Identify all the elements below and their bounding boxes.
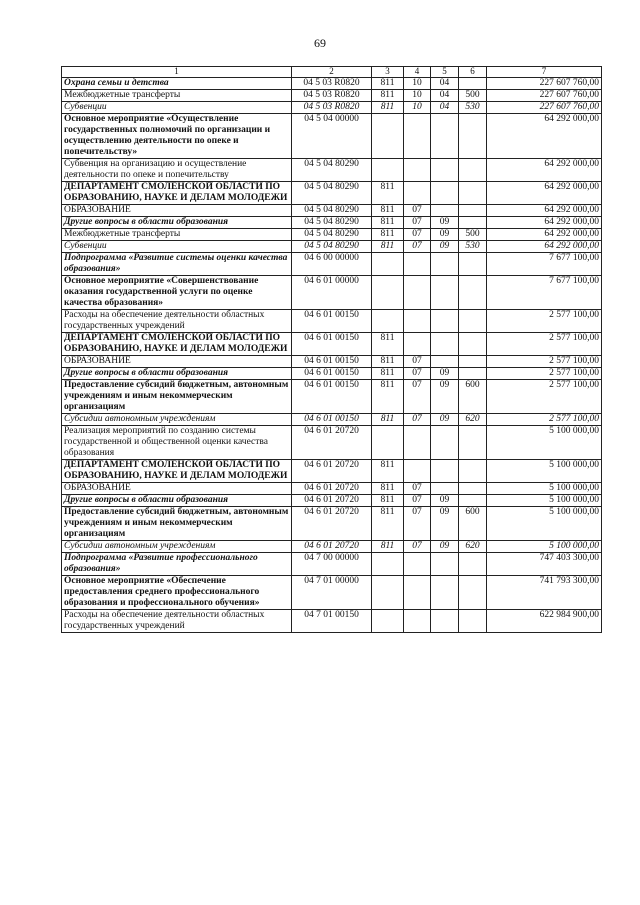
- row-section-cell: 07: [404, 217, 431, 229]
- row-admin-cell: 811: [372, 495, 404, 507]
- row-section-cell: [404, 159, 431, 182]
- row-name-cell: Охрана семьи и детства: [62, 78, 292, 90]
- row-amount-cell: 227 607 760,00: [487, 102, 602, 114]
- row-expense-type-cell: [459, 78, 487, 90]
- row-amount-cell: 7 677 100,00: [487, 253, 602, 276]
- row-code-cell: 04 6 01 00150: [292, 414, 372, 426]
- row-subsection-cell: 04: [431, 90, 459, 102]
- table-row: [62, 114, 602, 159]
- row-name-cell: Основное мероприятие «Осуществление государственных полномочий по организации и осуществлению деятельности по опеке и попечительству»: [62, 114, 292, 159]
- row-code-cell: 04 7 01 00000: [292, 576, 372, 610]
- row-admin-cell: 811: [372, 483, 404, 495]
- row-expense-type-cell: [459, 426, 487, 460]
- table-row: [62, 553, 602, 576]
- row-code-cell: 04 6 01 00150: [292, 310, 372, 333]
- table-row: [62, 78, 602, 90]
- row-section-cell: 07: [404, 507, 431, 541]
- row-expense-type-cell: [459, 114, 487, 159]
- row-code-cell: 04 7 00 00000: [292, 553, 372, 576]
- row-amount-cell: 64 292 000,00: [487, 182, 602, 205]
- row-admin-cell: [372, 114, 404, 159]
- table-row: [62, 182, 602, 205]
- row-amount-cell: 5 100 000,00: [487, 495, 602, 507]
- row-subsection-cell: [431, 276, 459, 310]
- row-admin-cell: 811: [372, 182, 404, 205]
- row-code-cell: 04 5 03 R0820: [292, 78, 372, 90]
- row-admin-cell: [372, 553, 404, 576]
- row-admin-cell: 811: [372, 102, 404, 114]
- row-amount-cell: 747 403 300,00: [487, 553, 602, 576]
- table-row: [62, 310, 602, 333]
- row-amount-cell: 64 292 000,00: [487, 114, 602, 159]
- column-header: 1: [62, 67, 292, 78]
- row-subsection-cell: [431, 553, 459, 576]
- row-code-cell: 04 5 04 80290: [292, 217, 372, 229]
- row-code-cell: 04 6 01 20720: [292, 460, 372, 483]
- row-section-cell: [404, 182, 431, 205]
- row-code-cell: 04 5 03 R0820: [292, 90, 372, 102]
- row-subsection-cell: 09: [431, 507, 459, 541]
- row-amount-cell: 64 292 000,00: [487, 205, 602, 217]
- table-row: [62, 90, 602, 102]
- page-number: 69: [314, 36, 326, 50]
- row-name-cell: Другие вопросы в области образования: [62, 368, 292, 380]
- row-admin-cell: [372, 276, 404, 310]
- row-subsection-cell: [431, 253, 459, 276]
- row-name-cell: Субсидии автономным учреждениям: [62, 541, 292, 553]
- row-expense-type-cell: [459, 495, 487, 507]
- row-subsection-cell: 09: [431, 241, 459, 253]
- row-code-cell: 04 5 04 80290: [292, 241, 372, 253]
- row-admin-cell: 811: [372, 414, 404, 426]
- row-code-cell: 04 5 04 00000: [292, 114, 372, 159]
- row-expense-type-cell: [459, 483, 487, 495]
- row-name-cell: Субсидии автономным учреждениям: [62, 414, 292, 426]
- row-admin-cell: 811: [372, 333, 404, 356]
- row-expense-type-cell: 500: [459, 229, 487, 241]
- row-admin-cell: 811: [372, 78, 404, 90]
- row-code-cell: 04 7 01 00150: [292, 610, 372, 633]
- row-section-cell: 07: [404, 368, 431, 380]
- row-subsection-cell: [431, 356, 459, 368]
- row-subsection-cell: [431, 205, 459, 217]
- row-name-cell: ДЕПАРТАМЕНТ СМОЛЕНСКОЙ ОБЛАСТИ ПО ОБРАЗОВАНИЮ, НАУКЕ И ДЕЛАМ МОЛОДЕЖИ: [62, 182, 292, 205]
- row-amount-cell: 2 577 100,00: [487, 380, 602, 414]
- row-expense-type-cell: [459, 610, 487, 633]
- row-section-cell: [404, 553, 431, 576]
- row-code-cell: 04 6 01 00150: [292, 333, 372, 356]
- row-name-cell: ОБРАЗОВАНИЕ: [62, 483, 292, 495]
- row-expense-type-cell: 600: [459, 380, 487, 414]
- row-expense-type-cell: [459, 276, 487, 310]
- row-subsection-cell: 04: [431, 102, 459, 114]
- table-row: [62, 414, 602, 426]
- table-row: [62, 229, 602, 241]
- table-row: [62, 102, 602, 114]
- column-header: 5: [431, 67, 459, 78]
- row-name-cell: Субвенция на организацию и осуществление деятельности по опеке и попечительству: [62, 159, 292, 182]
- row-name-cell: Подпрограмма «Развитие профессионального образования»: [62, 553, 292, 576]
- row-name-cell: Основное мероприятие «Обеспечение предоставления среднего профессионального образования и профессионального обучения»: [62, 576, 292, 610]
- row-code-cell: 04 5 04 80290: [292, 205, 372, 217]
- row-code-cell: 04 6 01 00000: [292, 276, 372, 310]
- table-row: [62, 483, 602, 495]
- row-amount-cell: 64 292 000,00: [487, 217, 602, 229]
- row-expense-type-cell: 620: [459, 541, 487, 553]
- row-expense-type-cell: [459, 553, 487, 576]
- table-row: [62, 217, 602, 229]
- row-section-cell: [404, 114, 431, 159]
- row-section-cell: 10: [404, 102, 431, 114]
- row-name-cell: Другие вопросы в области образования: [62, 495, 292, 507]
- table-row: [62, 507, 602, 541]
- row-admin-cell: 811: [372, 241, 404, 253]
- row-expense-type-cell: [459, 205, 487, 217]
- row-subsection-cell: 09: [431, 229, 459, 241]
- row-code-cell: 04 6 01 20720: [292, 426, 372, 460]
- row-code-cell: 04 6 01 20720: [292, 495, 372, 507]
- row-expense-type-cell: [459, 253, 487, 276]
- row-section-cell: [404, 426, 431, 460]
- row-code-cell: 04 5 04 80290: [292, 159, 372, 182]
- row-amount-cell: 7 677 100,00: [487, 276, 602, 310]
- row-name-cell: ДЕПАРТАМЕНТ СМОЛЕНСКОЙ ОБЛАСТИ ПО ОБРАЗОВАНИЮ, НАУКЕ И ДЕЛАМ МОЛОДЕЖИ: [62, 333, 292, 356]
- row-name-cell: Предоставление субсидий бюджетным, автономным учреждениям и иным некоммерческим организациям: [62, 380, 292, 414]
- row-subsection-cell: [431, 426, 459, 460]
- row-subsection-cell: [431, 114, 459, 159]
- table-row: [62, 333, 602, 356]
- row-name-cell: Подпрограмма «Развитие системы оценки качества образования»: [62, 253, 292, 276]
- column-header: 3: [372, 67, 404, 78]
- row-subsection-cell: [431, 610, 459, 633]
- row-subsection-cell: 09: [431, 368, 459, 380]
- row-amount-cell: 5 100 000,00: [487, 426, 602, 460]
- table-row: [62, 241, 602, 253]
- table-row: [62, 159, 602, 182]
- row-section-cell: 07: [404, 229, 431, 241]
- row-section-cell: [404, 460, 431, 483]
- row-expense-type-cell: 500: [459, 90, 487, 102]
- row-expense-type-cell: [459, 217, 487, 229]
- row-admin-cell: 811: [372, 380, 404, 414]
- row-amount-cell: 2 577 100,00: [487, 310, 602, 333]
- table-row: [62, 276, 602, 310]
- column-header: 6: [459, 67, 487, 78]
- table-body: [62, 78, 602, 633]
- row-subsection-cell: 09: [431, 380, 459, 414]
- row-admin-cell: 811: [372, 460, 404, 483]
- row-section-cell: 07: [404, 241, 431, 253]
- row-amount-cell: 2 577 100,00: [487, 356, 602, 368]
- row-subsection-cell: [431, 483, 459, 495]
- row-section-cell: [404, 276, 431, 310]
- row-amount-cell: 2 577 100,00: [487, 414, 602, 426]
- row-code-cell: 04 6 01 00150: [292, 356, 372, 368]
- row-expense-type-cell: [459, 576, 487, 610]
- row-expense-type-cell: 620: [459, 414, 487, 426]
- row-admin-cell: 811: [372, 368, 404, 380]
- row-name-cell: ОБРАЗОВАНИЕ: [62, 205, 292, 217]
- row-section-cell: [404, 576, 431, 610]
- column-header: 2: [292, 67, 372, 78]
- row-section-cell: [404, 253, 431, 276]
- row-subsection-cell: [431, 182, 459, 205]
- row-admin-cell: [372, 159, 404, 182]
- row-subsection-cell: [431, 460, 459, 483]
- row-admin-cell: 811: [372, 541, 404, 553]
- row-code-cell: 04 6 01 00150: [292, 368, 372, 380]
- row-admin-cell: 811: [372, 229, 404, 241]
- table-row: [62, 205, 602, 217]
- row-admin-cell: 811: [372, 217, 404, 229]
- row-amount-cell: 5 100 000,00: [487, 507, 602, 541]
- row-name-cell: ОБРАЗОВАНИЕ: [62, 356, 292, 368]
- row-admin-cell: [372, 610, 404, 633]
- row-admin-cell: 811: [372, 356, 404, 368]
- row-expense-type-cell: [459, 460, 487, 483]
- row-section-cell: 07: [404, 483, 431, 495]
- row-name-cell: Межбюджетные трансферты: [62, 229, 292, 241]
- row-admin-cell: 811: [372, 90, 404, 102]
- row-name-cell: Расходы на обеспечение деятельности областных государственных учреждений: [62, 310, 292, 333]
- row-name-cell: Расходы на обеспечение деятельности областных государственных учреждений: [62, 610, 292, 633]
- row-expense-type-cell: [459, 333, 487, 356]
- table-row: [62, 380, 602, 414]
- row-amount-cell: 2 577 100,00: [487, 368, 602, 380]
- row-admin-cell: [372, 426, 404, 460]
- table-row: [62, 426, 602, 460]
- table-row: [62, 356, 602, 368]
- row-code-cell: 04 6 01 20720: [292, 507, 372, 541]
- row-amount-cell: 5 100 000,00: [487, 483, 602, 495]
- row-subsection-cell: [431, 310, 459, 333]
- row-admin-cell: [372, 253, 404, 276]
- column-header: 7: [487, 67, 602, 78]
- row-name-cell: ДЕПАРТАМЕНТ СМОЛЕНСКОЙ ОБЛАСТИ ПО ОБРАЗОВАНИЮ, НАУКЕ И ДЕЛАМ МОЛОДЕЖИ: [62, 460, 292, 483]
- row-admin-cell: 811: [372, 205, 404, 217]
- row-section-cell: 07: [404, 205, 431, 217]
- row-expense-type-cell: 600: [459, 507, 487, 541]
- row-subsection-cell: [431, 159, 459, 182]
- budget-table: [61, 66, 602, 633]
- row-name-cell: Субвенции: [62, 241, 292, 253]
- row-section-cell: 07: [404, 414, 431, 426]
- table-row: [62, 576, 602, 610]
- row-subsection-cell: [431, 333, 459, 356]
- row-name-cell: Основное мероприятие «Совершенствование оказания государственной услуги по оценке качества образования»: [62, 276, 292, 310]
- row-name-cell: Предоставление субсидий бюджетным, автономным учреждениям и иным некоммерческим организациям: [62, 507, 292, 541]
- row-section-cell: [404, 333, 431, 356]
- row-amount-cell: 64 292 000,00: [487, 159, 602, 182]
- row-expense-type-cell: [459, 159, 487, 182]
- row-amount-cell: 5 100 000,00: [487, 460, 602, 483]
- row-expense-type-cell: [459, 356, 487, 368]
- table-row: [62, 460, 602, 483]
- row-code-cell: 04 6 01 00150: [292, 380, 372, 414]
- row-amount-cell: 64 292 000,00: [487, 229, 602, 241]
- table-row: [62, 610, 602, 633]
- row-subsection-cell: [431, 576, 459, 610]
- row-subsection-cell: 09: [431, 217, 459, 229]
- row-expense-type-cell: 530: [459, 102, 487, 114]
- row-amount-cell: 5 100 000,00: [487, 541, 602, 553]
- row-subsection-cell: 09: [431, 541, 459, 553]
- row-code-cell: 04 5 03 R0820: [292, 102, 372, 114]
- row-section-cell: 10: [404, 78, 431, 90]
- row-subsection-cell: 09: [431, 495, 459, 507]
- row-expense-type-cell: [459, 368, 487, 380]
- row-subsection-cell: 04: [431, 78, 459, 90]
- row-section-cell: 07: [404, 541, 431, 553]
- row-code-cell: 04 5 04 80290: [292, 229, 372, 241]
- row-name-cell: Реализация мероприятий по созданию системы государственной и общественной оценки качества образования: [62, 426, 292, 460]
- row-code-cell: 04 6 00 00000: [292, 253, 372, 276]
- row-code-cell: 04 6 01 20720: [292, 541, 372, 553]
- table-row: [62, 253, 602, 276]
- row-amount-cell: 741 793 300,00: [487, 576, 602, 610]
- row-admin-cell: 811: [372, 507, 404, 541]
- row-amount-cell: 64 292 000,00: [487, 241, 602, 253]
- header-row: [62, 67, 602, 78]
- row-name-cell: Межбюджетные трансферты: [62, 90, 292, 102]
- row-amount-cell: 227 607 760,00: [487, 78, 602, 90]
- row-section-cell: [404, 610, 431, 633]
- column-header: 4: [404, 67, 431, 78]
- row-code-cell: 04 6 01 20720: [292, 483, 372, 495]
- row-admin-cell: [372, 576, 404, 610]
- table-row: [62, 495, 602, 507]
- row-name-cell: Другие вопросы в области образования: [62, 217, 292, 229]
- row-expense-type-cell: [459, 310, 487, 333]
- row-section-cell: 07: [404, 495, 431, 507]
- row-amount-cell: 622 984 900,00: [487, 610, 602, 633]
- table-row: [62, 541, 602, 553]
- row-expense-type-cell: [459, 182, 487, 205]
- row-name-cell: Субвенции: [62, 102, 292, 114]
- row-subsection-cell: 09: [431, 414, 459, 426]
- row-amount-cell: 227 607 760,00: [487, 90, 602, 102]
- row-admin-cell: [372, 310, 404, 333]
- row-section-cell: [404, 310, 431, 333]
- row-amount-cell: 2 577 100,00: [487, 333, 602, 356]
- table-row: [62, 368, 602, 380]
- row-section-cell: 10: [404, 90, 431, 102]
- row-section-cell: 07: [404, 380, 431, 414]
- row-section-cell: 07: [404, 356, 431, 368]
- row-code-cell: 04 5 04 80290: [292, 182, 372, 205]
- row-expense-type-cell: 530: [459, 241, 487, 253]
